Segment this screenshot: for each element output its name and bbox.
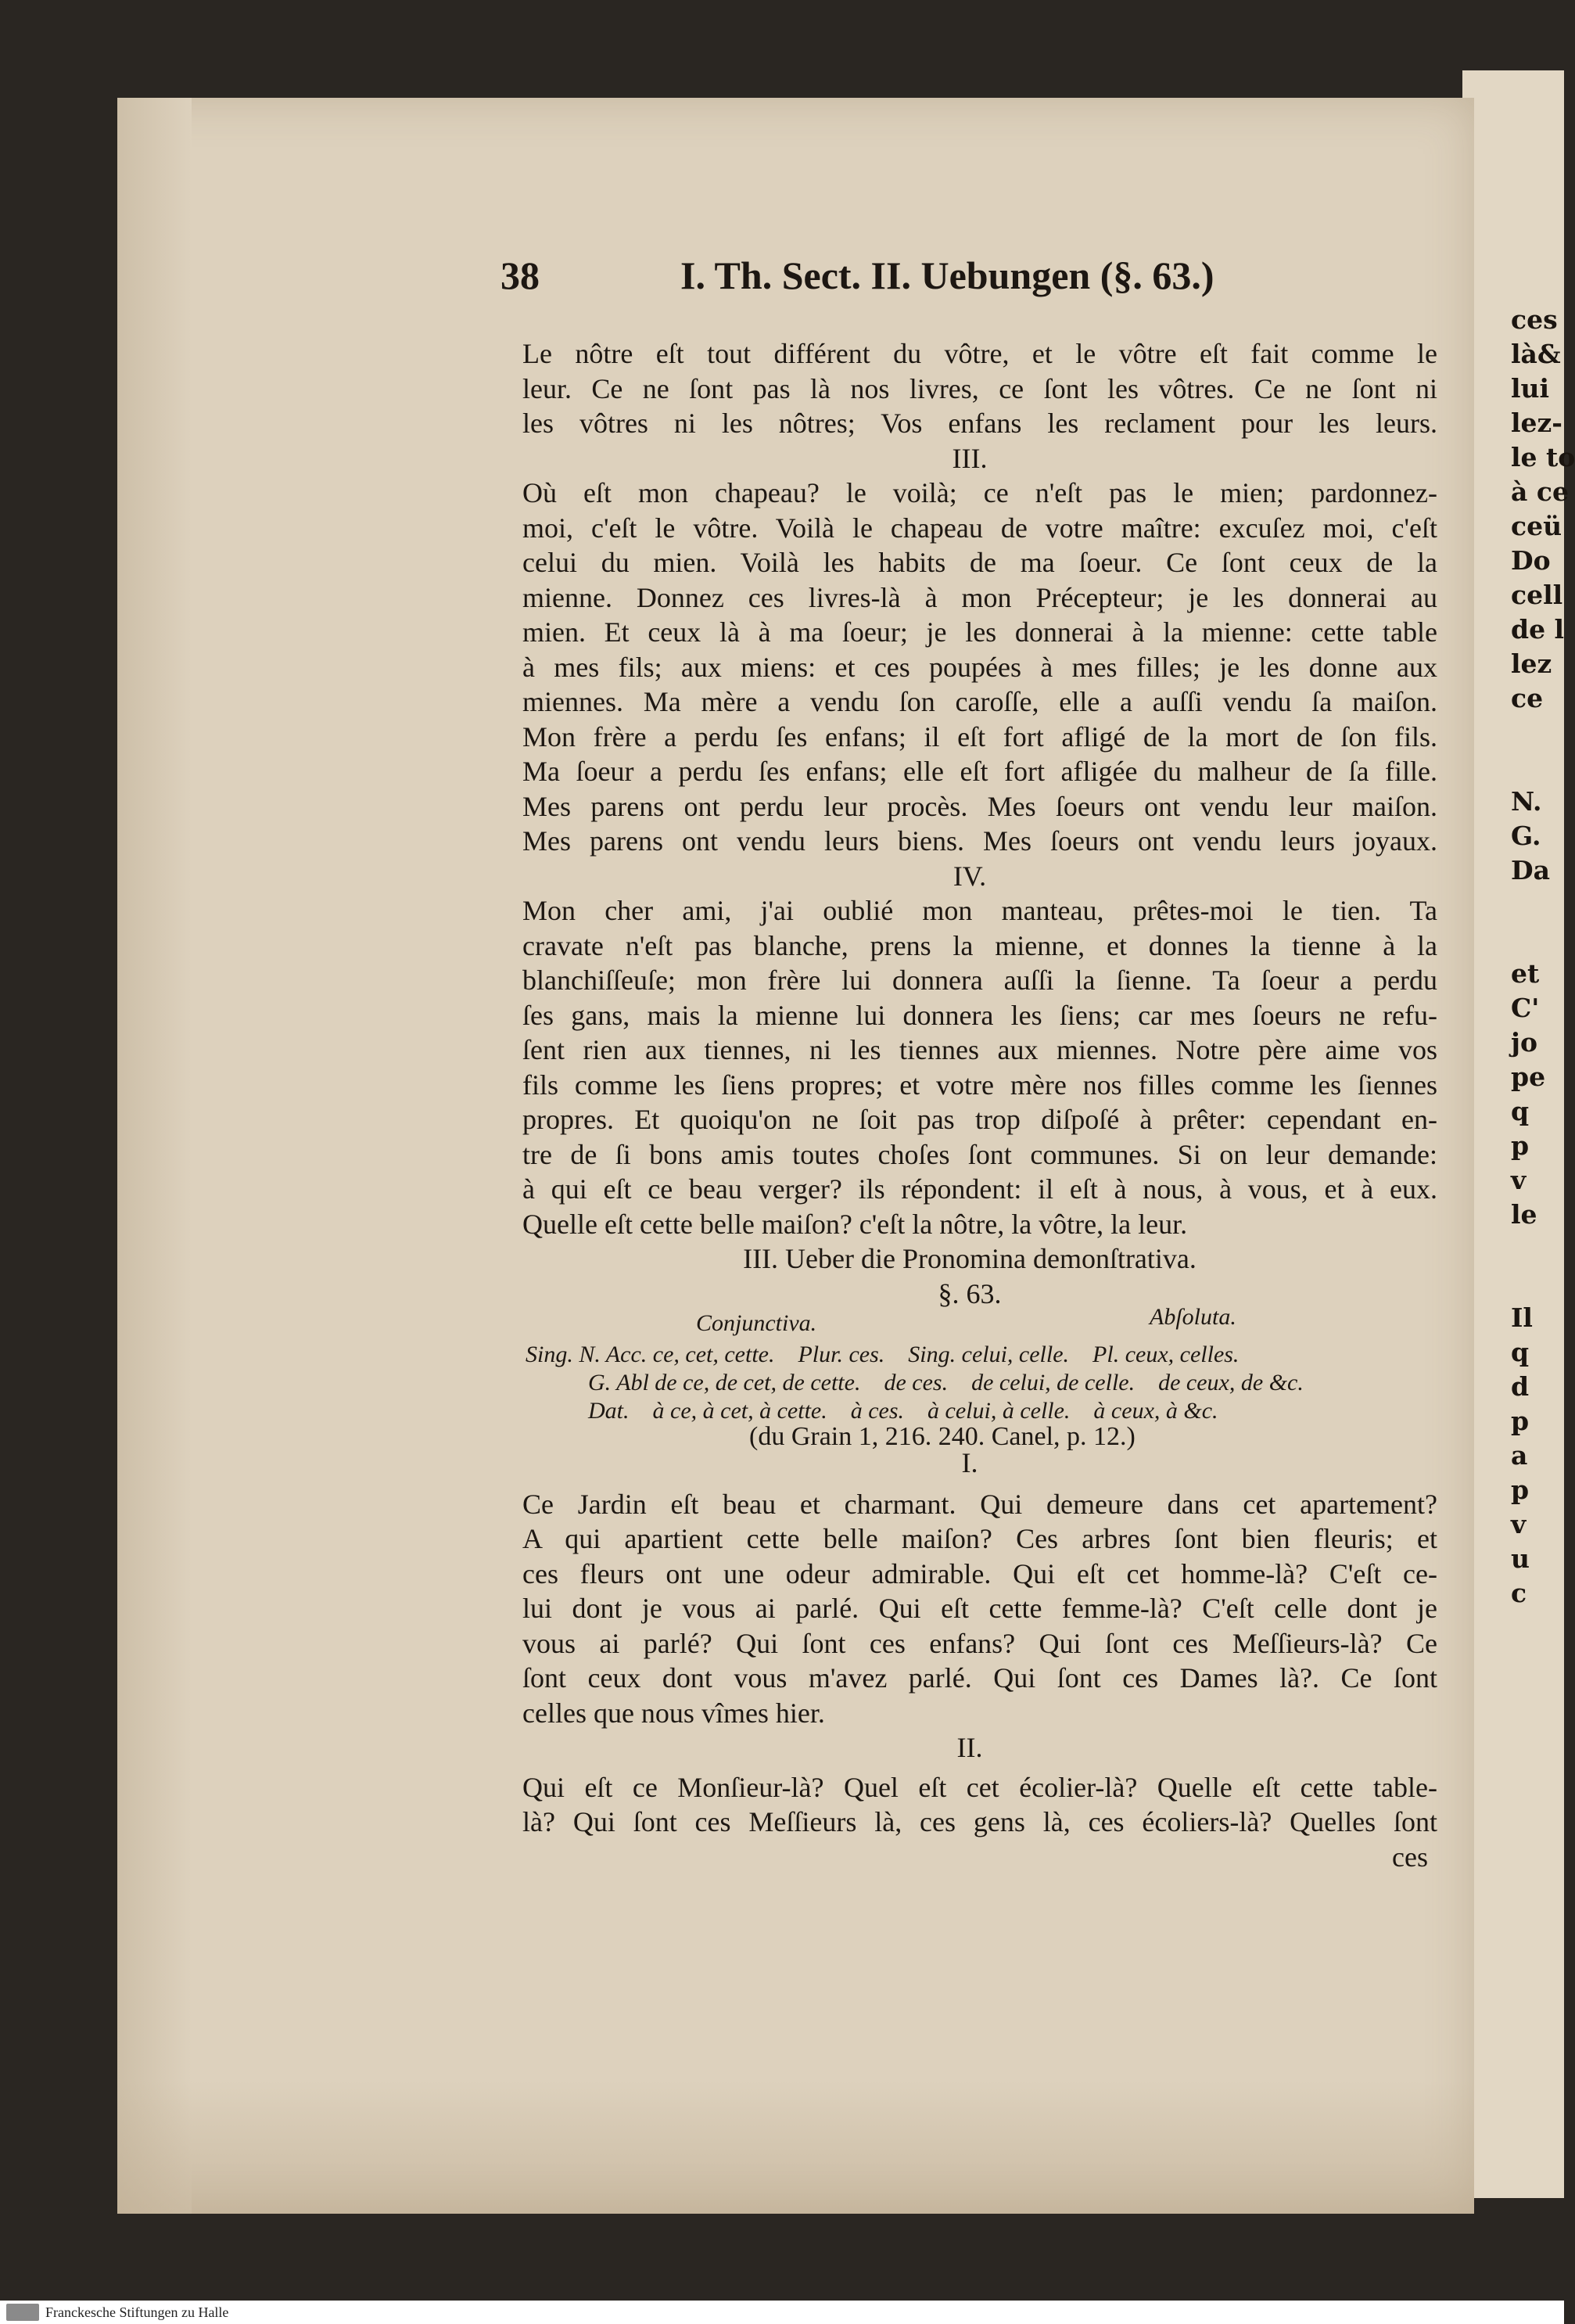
text-line: Le nôtre eſt tout différent du vôtre, et le vôtre eſt fait comme le (522, 338, 1437, 369)
text-line: blanchiſſeuſe; mon frère lui donnera auſſi la ſienne. Ta ſoeur a perdu (522, 964, 1437, 996)
text-line: Mon cher ami, j'ai oublié mon manteau, prêtes-moi le tien. Ta (522, 895, 1437, 926)
facing-page-fragment: G. (1511, 821, 1541, 851)
institution-logo-icon (6, 2304, 39, 2321)
text-line: II. (956, 1732, 983, 1763)
text-line: là? Qui ſont ces Meſſieurs là, ces gens là, ces écoliers-là? Quelles ſont (522, 1806, 1437, 1837)
table-reference: (du Grain 1, 216. 240. Canel, p. 12.) (749, 1422, 1136, 1451)
facing-page-fragment: à ce (1511, 476, 1569, 507)
text-line: §. 63. (938, 1277, 1002, 1309)
text-line: cravate n'eſt pas blanche, prens la mienne, et donnes la tienne à la (522, 929, 1437, 961)
text-line: ces fleurs ont une odeur admirable. Qui eſt cet homme-là? C'eſt ce- (522, 1557, 1437, 1589)
facing-page-fragment: q (1511, 1096, 1530, 1126)
facing-page-fragment: v (1511, 1509, 1527, 1539)
facing-page-fragment: a (1511, 1440, 1528, 1471)
text-line: ſes gans, mais la mienne lui donnera les ſiens; car mes ſoeurs ne refu- (522, 999, 1437, 1031)
facing-page-fragment: C' (1511, 993, 1540, 1023)
facing-page-fragment: lui (1511, 373, 1550, 404)
text-line: I. (961, 1447, 978, 1478)
facing-page-fragment: ce (1511, 683, 1544, 713)
facing-page-fragment: p (1511, 1406, 1530, 1436)
facing-page-fragment: Do (1511, 545, 1551, 576)
table-row: G. Abl de ce, de cet, de cette. de ces. de celui, de celle. de ceux, de &c. (588, 1370, 1304, 1395)
text-line: vous ai parlé? Qui ſont ces enfans? Qui ſont ces Meſſieurs-là? Ce (522, 1627, 1437, 1659)
text-line: moi, c'eſt le vôtre. Voilà le chapeau de votre maître: excuſez moi, c'eſt (522, 512, 1437, 544)
facing-page-fragment: p (1511, 1130, 1530, 1161)
text-line: à qui eſt ce beau verger? ils répondent: il eſt à nous, à vous, et à eux. (522, 1173, 1437, 1205)
text-line: IV. (953, 860, 987, 892)
facing-page-fragment: Il (1511, 1302, 1533, 1333)
text-line: Ce Jardin eſt beau et charmant. Qui demeure dans cet apartement? (522, 1488, 1437, 1520)
table-row: Dat. à ce, à cet, à cette. à ces. à celui, à celle. à ceux, à &c. (588, 1398, 1218, 1424)
text-line: Mon frère a perdu ſes enfans; il eſt fort afligé de la mort de ſon fils. (522, 720, 1437, 753)
text-line: III. Ueber die Pronomina demonſtrativa. (743, 1243, 1196, 1274)
text-line: fils comme les ſiens propres; et votre mère nos filles comme les ſiennes (522, 1069, 1437, 1101)
text-line: Quelle eſt cette belle maiſon? c'eſt la nôtre, la vôtre, la leur. (522, 1208, 1188, 1240)
col-header-absoluta: Abſoluta. (1150, 1304, 1236, 1330)
facing-page-fragment: de l (1511, 614, 1565, 645)
facing-page-fragment: pe (1511, 1061, 1546, 1092)
facing-page-fragment: le (1511, 1199, 1537, 1230)
running-title: I. Th. Sect. II. Uebungen (§. 63.) (680, 253, 1214, 297)
facing-page-fragment: q (1511, 1337, 1530, 1367)
text-line: Où eſt mon chapeau? le voilà; ce n'eſt pas le mien; pardonnez- (522, 477, 1437, 508)
text-line: Qui eſt ce Monſieur-là? Quel eſt cet écolier-là? Quelle eſt cette table- (522, 1771, 1437, 1803)
page-number: 38 (500, 253, 540, 297)
facing-page-fragment: lez (1511, 648, 1552, 679)
text-line: Mes parens ont perdu leur procès. Mes ſoeurs ont vendu leur maiſon. (522, 790, 1437, 822)
text-line: propres. Et quoiqu'on ne ſoit pas trop diſpoſé à prêter: cependant en- (522, 1104, 1437, 1135)
facing-page-fragment: v (1511, 1165, 1527, 1195)
facing-page-fragment: p (1511, 1475, 1530, 1505)
footer-credit: Franckesche Stiftungen zu Halle (45, 2304, 229, 2320)
facing-page-fragment: là& (1511, 339, 1561, 369)
facing-page-fragment: lez- (1511, 408, 1562, 438)
facing-page-fragment: Da (1511, 855, 1550, 885)
page-gutter-shadow (117, 98, 192, 2214)
text-line: les vôtres ni les nôtres; Vos enfans les reclament pour les leurs. (522, 408, 1437, 439)
text-line: miennes. Ma mère a vendu ſon caroſſe, elle a auſſi vendu ſa maiſon. (522, 686, 1437, 717)
facing-page-fragment: N. (1511, 786, 1542, 817)
facing-page-fragment: le to (1511, 442, 1575, 472)
facing-page-fragment: d (1511, 1371, 1530, 1402)
facing-page-fragment: cell (1511, 580, 1563, 610)
text-line: ſent rien aux tiennes, ni les tiennes aux miennes. Notre père aime vos (522, 1034, 1437, 1065)
text-line: leur. Ce ne ſont pas là nos livres, ce ſont les vôtres. Ce ne ſont ni (522, 372, 1437, 404)
text-line: celui du mien. Voilà les habits de ma ſoeur. Ce ſont ceux de la (522, 547, 1437, 578)
text-line: III. (952, 442, 988, 474)
text-line: à mes fils; aux miens: et ces poupées à mes filles; je les donne aux (522, 651, 1437, 683)
col-header-conjunctiva: Conjunctiva. (696, 1310, 817, 1336)
text-line: lui dont je vous ai parlé. Qui eſt cette femme-là? C'eſt celle dont je (522, 1593, 1437, 1624)
text-line: mienne. Donnez ces livres-là à mon Précepteur; je les donnerai au (522, 581, 1437, 613)
facing-page-fragment: c (1511, 1578, 1527, 1608)
footer-bar (0, 2301, 1564, 2324)
text-line: ces (1392, 1841, 1428, 1873)
text-line: Mes parens ont vendu leurs biens. Mes ſoeurs ont vendu leurs joyaux. (522, 825, 1437, 857)
text-line: A qui apartient cette belle maiſon? Ces arbres ſont bien fleuris; et (522, 1523, 1437, 1554)
text-line: tre de ſi bons amis toutes choſes ſont communes. Si on leur demande: (522, 1138, 1437, 1170)
facing-page-fragment: ceü (1511, 511, 1562, 541)
page-bottom-stain (117, 2081, 1474, 2214)
facing-page-fragment: ces (1511, 304, 1558, 335)
text-line: Ma ſoeur a perdu ſes enfans; elle eſt fort afligée du malheur de ſa fille. (522, 756, 1437, 787)
text-line: ſont ceux dont vous m'avez parlé. Qui ſont ces Dames là?. Ce ſont (522, 1662, 1437, 1694)
table-row: Sing. N. Acc. ce, cet, cette. Plur. ces. Sing. celui, celle. Pl. ceux, celles. (526, 1342, 1240, 1367)
facing-page-fragment: et (1511, 958, 1540, 989)
text-line: celles que nous vîmes hier. (522, 1697, 825, 1729)
facing-page (1462, 70, 1575, 2198)
text-line: mien. Et ceux là à ma ſoeur; je les donnerai à la mienne: cette table (522, 616, 1437, 648)
facing-page-fragment: u (1511, 1543, 1530, 1574)
facing-page-fragment: jo (1511, 1027, 1537, 1058)
